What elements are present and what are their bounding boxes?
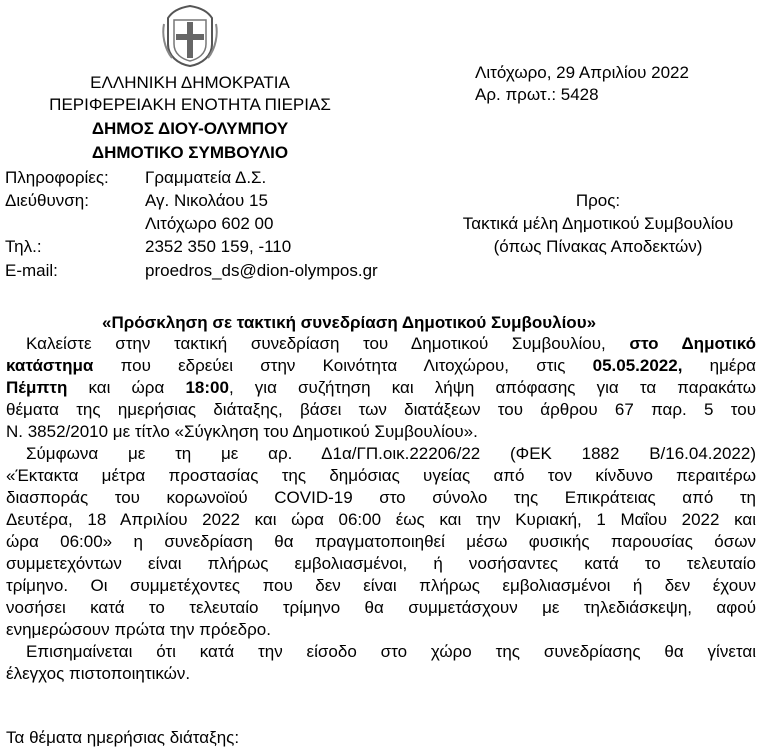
- paragraph1-line: θέματα της ημερήσιας διάταξης, βάσει των διατάξεων του άρθρου 67 παρ. 5 του: [6, 400, 756, 419]
- address-line1: Αγ. Νικολάου 15: [145, 191, 268, 210]
- phone-label: Τηλ.:: [5, 237, 42, 256]
- paragraph3-line: Επισημαίνεται ότι κατά την είσοδο στο χώρο της συνεδρίασης θα γίνεται: [26, 642, 756, 661]
- paragraph2-line: νοσήσει κατά το τελευταίο τρίμηνο θα συμμετάσχουν με τηλεδιάσκεψη, αφού: [6, 598, 756, 617]
- place-date: Λιτόχωρο, 29 Απριλίου 2022: [475, 63, 689, 82]
- address-label: Διεύθυνση:: [5, 191, 89, 210]
- info-label: Πληροφορίες:: [5, 168, 109, 187]
- email-label: E-mail:: [5, 261, 58, 280]
- phone-value: 2352 350 159, -110: [145, 237, 292, 256]
- header-municipality: ΔΗΜΟΣ ΔΙΟΥ-ΟΛΥΜΠΟΥ: [91, 119, 289, 138]
- recipient-to-label: Προς:: [575, 191, 621, 210]
- paragraph2-line: συμμετεχόντων είναι πλήρως εμβολιασμένοι, ή νοσήσαντες κατά το τελευταίο: [6, 554, 756, 573]
- paragraph2-line: διασποράς του κορωνοϊού COVID-19 στο σύνολο της Επικράτειας από τη: [6, 488, 756, 507]
- invitation-title: «Πρόσκληση σε τακτική συνεδρίαση Δημοτικού Συμβουλίου»: [102, 313, 597, 332]
- paragraph2-line: τρίμηνο. Οι συμμετέχοντες που δεν είναι πλήρως εμβολιασμένοι ή δεν έχουν: [6, 576, 756, 595]
- paragraph1-line: Καλείστε στην τακτική συνεδρίαση του Δημοτικού Συμβουλίου, στο Δημοτικό: [26, 334, 756, 353]
- paragraph2-line: ώρα 06:00» η συνεδρίαση θα πραγματοποιηθεί μέσω φυσικής παρουσίας όσων: [6, 532, 756, 551]
- paragraph2-line: Σύμφωνα με τη με αρ. Δ1α/ΓΠ.οικ.22206/22 (ΦΕΚ 1882 Β/16.04.2022): [26, 444, 756, 463]
- header-region: ΠΕΡΙΦΕΡΕΙΑΚΗ ΕΝΟΤΗΤΑ ΠΙΕΡΙΑΣ: [49, 95, 331, 114]
- protocol-number: Αρ. πρωτ.: 5428: [475, 85, 599, 104]
- paragraph2-line: ενημερώσουν πρώτα την πρόεδρο.: [6, 620, 271, 639]
- paragraph1-line: κατάστημα που εδρεύει στην Κοινότητα Λιτοχώρου, στις 05.05.2022, ημέρα: [6, 356, 756, 375]
- email-value[interactable]: proedros_ds@dion-olympos.gr: [145, 261, 378, 280]
- header-council: ΔΗΜΟΤΙΚΟ ΣΥΜΒΟΥΛΙΟ: [91, 143, 289, 162]
- info-value: Γραμματεία Δ.Σ.: [145, 168, 267, 187]
- agenda-label: Τα θέματα ημερήσιας διάταξης:: [6, 728, 240, 747]
- invitation-body: [6, 333, 756, 685]
- address-line2: Λιτόχωρο 602 00: [145, 214, 274, 233]
- paragraph1-line: Ν. 3852/2010 με τίτλο «Σύγκληση του Δημοτικού Συμβουλίου».: [6, 422, 478, 441]
- recipient-line2: (όπως Πίνακας Αποδεκτών): [493, 237, 703, 256]
- greek-coat-of-arms-icon: [160, 4, 220, 68]
- paragraph3-line: έλεγχος πιστοποιητικών.: [6, 664, 191, 683]
- paragraph1-line: Πέμπτη και ώρα 18:00, για συζήτηση και λήψη απόφασης για τα παρακάτω: [6, 378, 756, 397]
- recipient-line1: Τακτικά μέλη Δημοτικού Συμβουλίου: [462, 214, 734, 233]
- header-republic: ΕΛΛΗΝΙΚΗ ΔΗΜΟΚΡΑΤΙΑ: [90, 73, 290, 92]
- paragraph2-line: Δευτέρα, 18 Απριλίου 2022 και ώρα 06:00 έως και την Κυριακή, 1 Μαΐου 2022 και: [6, 510, 756, 529]
- paragraph2-line: «Έκτακτα μέτρα προστασίας της δημόσιας υγείας από τον κίνδυνο περαιτέρω: [6, 466, 756, 485]
